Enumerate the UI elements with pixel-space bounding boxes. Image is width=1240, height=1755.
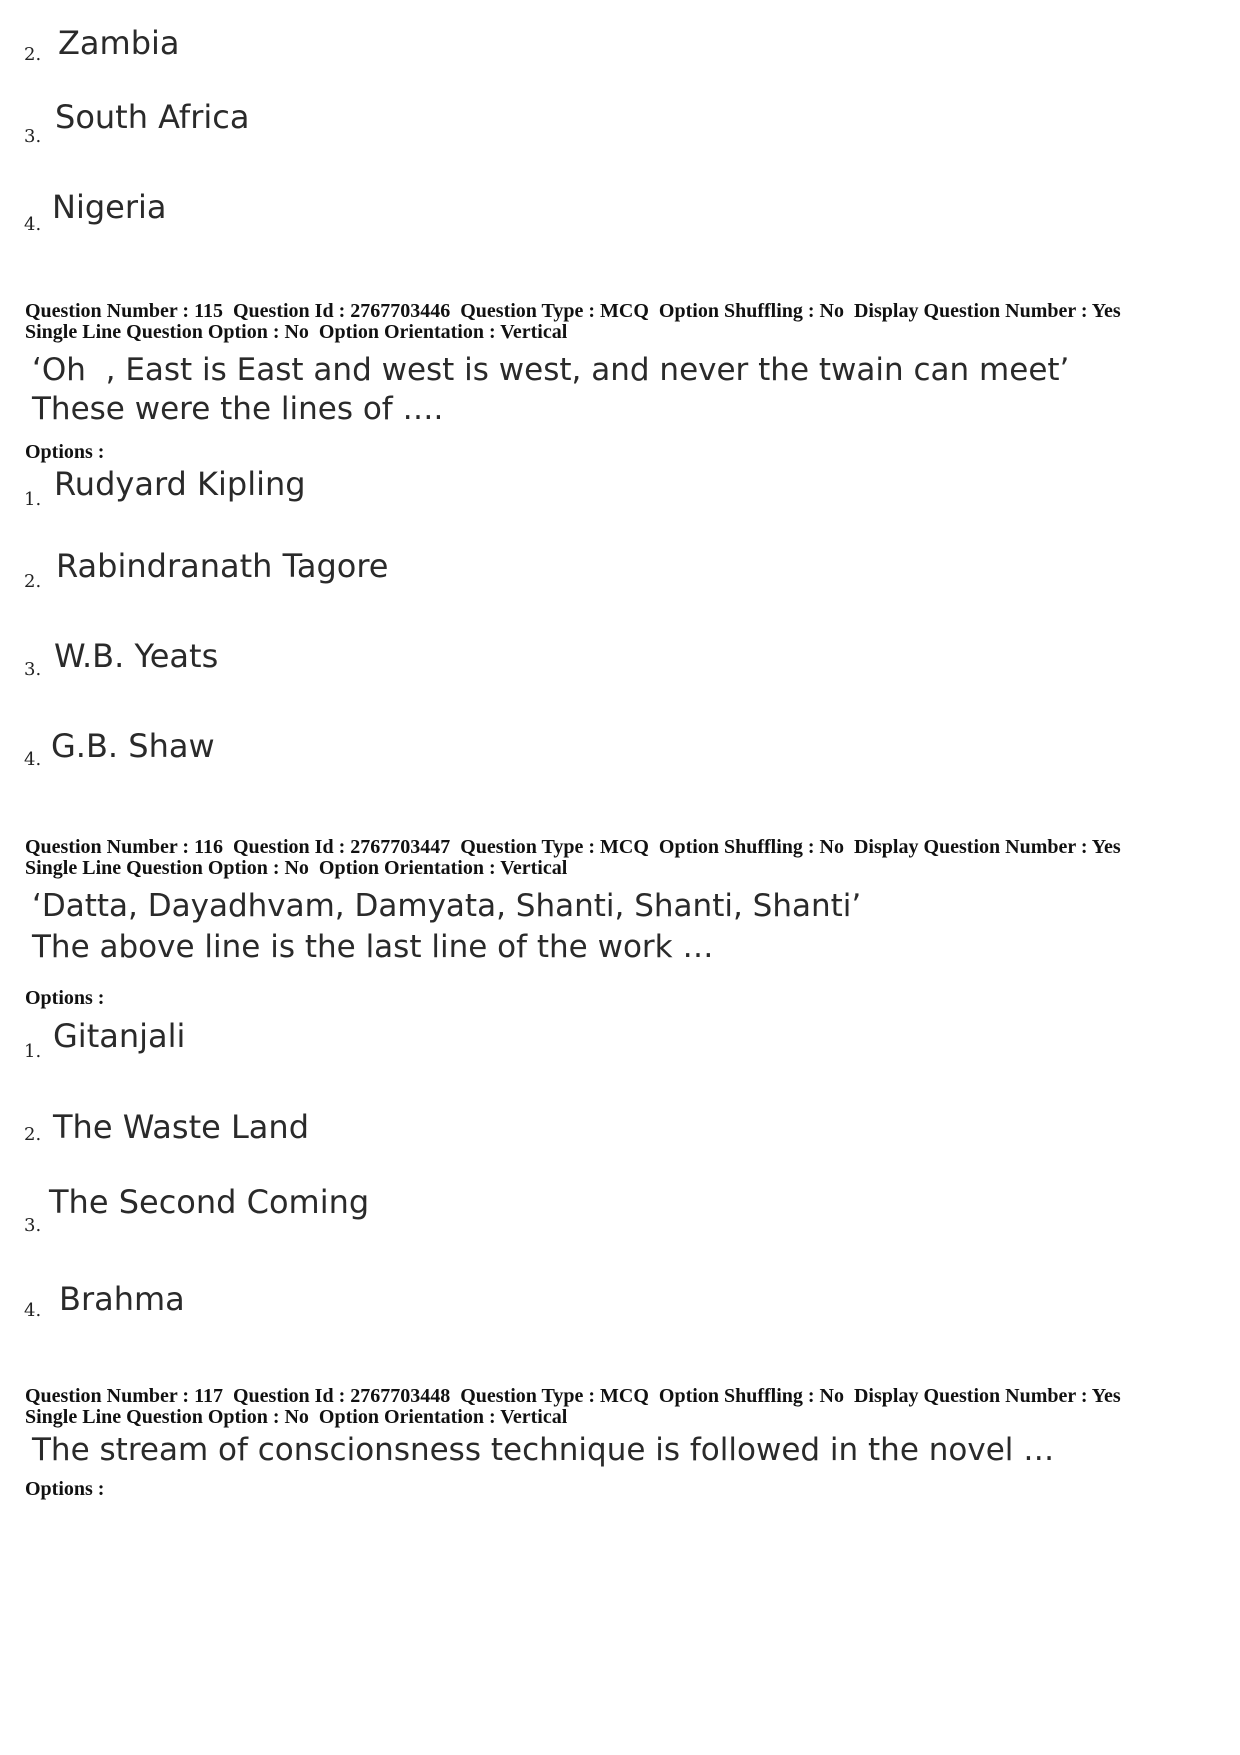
option-text: G.B. Shaw bbox=[51, 727, 215, 765]
options-label: Options : bbox=[25, 987, 105, 1009]
option-text: Rabindranath Tagore bbox=[56, 547, 389, 585]
option-item bbox=[24, 465, 924, 525]
option-item bbox=[24, 1280, 924, 1340]
option-item bbox=[24, 188, 924, 248]
option-number: 2. bbox=[24, 1124, 42, 1145]
option-text: Brahma bbox=[59, 1280, 185, 1318]
question-meta bbox=[25, 837, 1225, 879]
option-item bbox=[24, 1108, 924, 1168]
option-number: 2. bbox=[24, 571, 42, 592]
question-text-line: ‘Oh , East is East and west is west, and never the twain can meet’ bbox=[32, 352, 1070, 388]
question-text-line: These were the lines of …. bbox=[32, 391, 444, 427]
question-text-line: ‘Datta, Dayadhvam, Damyata, Shanti, Shanti, Shanti’ bbox=[32, 888, 862, 924]
option-number: 2. bbox=[24, 44, 42, 65]
options-label: Options : bbox=[25, 441, 105, 463]
option-item bbox=[24, 637, 924, 697]
question-meta bbox=[25, 1386, 1225, 1428]
option-number: 4. bbox=[24, 1300, 42, 1321]
options-label: Options : bbox=[25, 1478, 105, 1500]
option-text: South Africa bbox=[55, 98, 250, 136]
option-text: The Second Coming bbox=[49, 1183, 370, 1221]
question-text-line: The stream of conscionsness technique is followed in the novel … bbox=[32, 1432, 1055, 1468]
option-text: Gitanjali bbox=[53, 1017, 186, 1055]
option-number: 4. bbox=[24, 749, 42, 770]
question-meta-line: Single Line Question Option : No Option Orientation : Vertical bbox=[25, 1406, 568, 1428]
option-item bbox=[24, 98, 924, 158]
option-number: 1. bbox=[24, 1041, 42, 1062]
option-number: 1. bbox=[24, 489, 42, 510]
question-text-line: The above line is the last line of the work … bbox=[32, 929, 714, 965]
option-text: W.B. Yeats bbox=[54, 637, 219, 675]
question-meta-line: Question Number : 116 Question Id : 2767703447 Question Type : MCQ Option Shuffling : No Display Question Number : Yes bbox=[25, 836, 1121, 858]
option-item bbox=[24, 727, 924, 787]
option-number: 3. bbox=[24, 1215, 42, 1236]
option-item bbox=[24, 547, 924, 607]
question-meta-line: Single Line Question Option : No Option Orientation : Vertical bbox=[25, 321, 568, 343]
option-item bbox=[24, 24, 924, 84]
option-number: 4. bbox=[24, 214, 42, 235]
option-text: Rudyard Kipling bbox=[54, 465, 306, 503]
option-text: Nigeria bbox=[52, 188, 167, 226]
option-item bbox=[24, 1017, 924, 1077]
question-meta-line: Single Line Question Option : No Option Orientation : Vertical bbox=[25, 857, 568, 879]
option-text: The Waste Land bbox=[53, 1108, 309, 1146]
option-number: 3. bbox=[24, 126, 42, 147]
option-text: Zambia bbox=[58, 24, 180, 62]
question-meta bbox=[25, 301, 1225, 343]
question-meta-line: Question Number : 117 Question Id : 2767703448 Question Type : MCQ Option Shuffling : No Display Question Number : Yes bbox=[25, 1385, 1121, 1407]
option-item bbox=[24, 1183, 924, 1243]
question-meta-line: Question Number : 115 Question Id : 2767703446 Question Type : MCQ Option Shuffling : No Display Question Number : Yes bbox=[25, 300, 1121, 322]
option-number: 3. bbox=[24, 659, 42, 680]
